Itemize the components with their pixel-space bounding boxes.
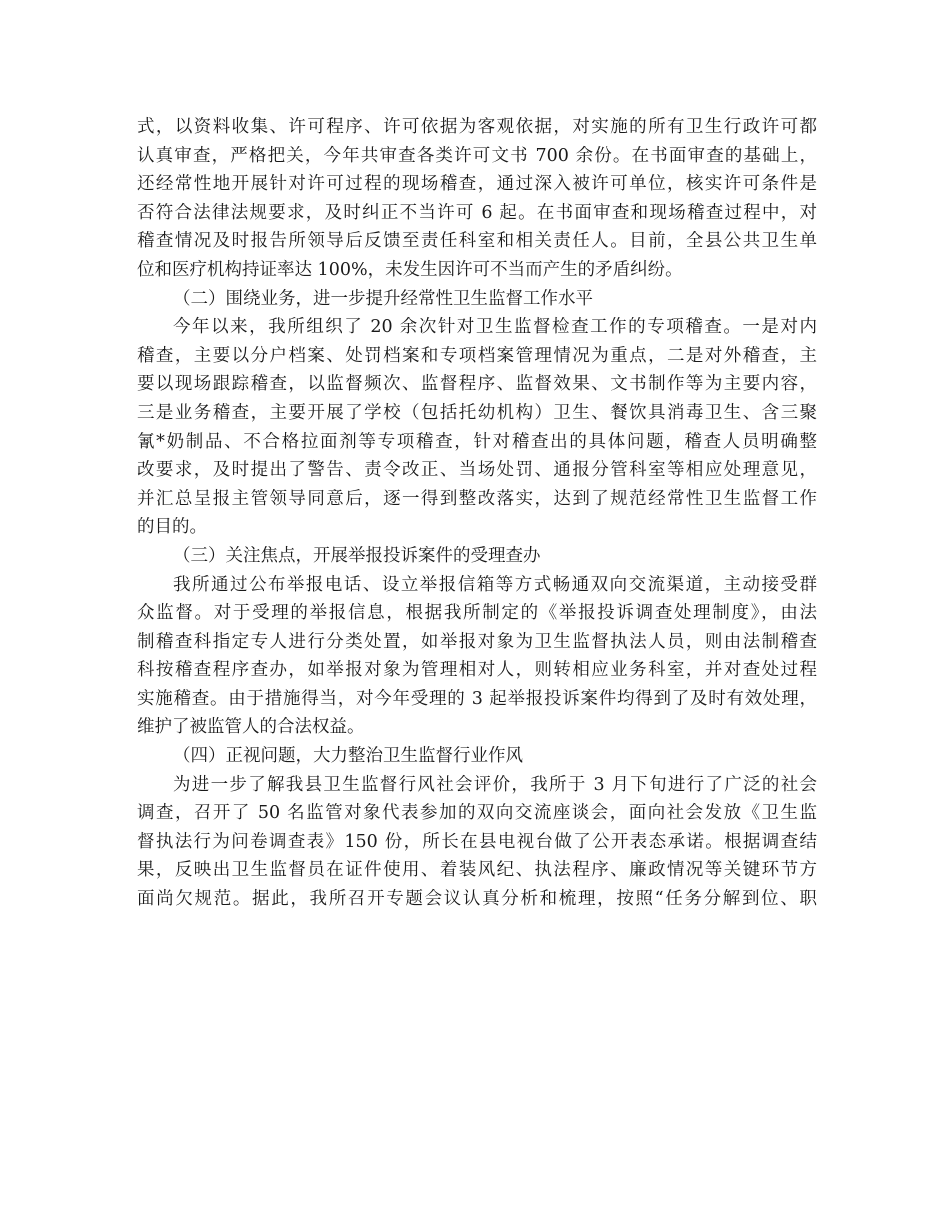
body-line-18: 众监督。对于受理的举报信息，根据我所制定的《举报投诉调查处理制度》，由法 bbox=[137, 603, 817, 624]
body-line-19: 制稽查科指定专人进行分类处置，如举报对象为卫生监督执法人员，则由法制稽查 bbox=[137, 631, 817, 652]
body-line-12: 氰*奶制品、不合格拉面剂等专项稽查，针对稽查出的具体问题，稽查人员明确整 bbox=[137, 431, 817, 452]
section-heading-3: （三）关注焦点，开展举报投诉案件的受理查办 bbox=[173, 545, 541, 566]
body-line-20: 科按稽查程序查办，如举报对象为管理相对人，则转相应业务科室，并对查处过程 bbox=[137, 660, 817, 681]
body-line-2: 认真审查，严格把关，今年共审查各类许可文书 700 余份。在书面审查的基础上， bbox=[137, 145, 817, 166]
body-line-14: 并汇总呈报主管领导同意后，逐一得到整改落实，达到了规范经常性卫生监督工作 bbox=[137, 488, 817, 509]
body-line-11: 三是业务稽查，主要开展了学校（包括托幼机构）卫生、餐饮具消毒卫生、含三聚 bbox=[137, 402, 817, 423]
body-line-3: 还经常性地开展针对许可过程的现场稽查，通过深入被许可单位，核实许可条件是 bbox=[137, 174, 817, 195]
body-line-9: 稽查，主要以分户档案、处罚档案和专项档案管理情况为重点，二是对外稽查，主 bbox=[137, 345, 817, 366]
section-heading-2: （二）围绕业务，进一步提升经常性卫生监督工作水平 bbox=[173, 288, 593, 309]
body-line-27: 果，反映出卫生监督员在证件使用、着装风纪、执法程序、廉政情况等关键环节方 bbox=[137, 860, 817, 881]
body-line-21: 实施稽查。由于措施得当，对今年受理的 3 起举报投诉案件均得到了及时有效处理， bbox=[137, 688, 817, 709]
section-heading-4: （四）正视问题，大力整治卫生监督行业作风 bbox=[173, 746, 523, 767]
body-line-1: 式，以资料收集、许可程序、许可依据为客观依据，对实施的所有卫生行政许可都 bbox=[137, 117, 817, 137]
body-line-6: 位和医疗机构持证率达 100%，未发生因许可不当而产生的矛盾纠纷。 bbox=[137, 259, 683, 280]
body-line-13: 改要求，及时提出了警告、责令改正、当场处罚、通报分管科室等相应处理意见， bbox=[137, 460, 817, 481]
body-line-28: 面尚欠规范。据此，我所召开专题会议认真分析和梳理，按照“任务分解到位、职 bbox=[137, 889, 817, 910]
body-line-10: 要以现场跟踪稽查，以监督频次、监督程序、监督效果、文书制作等为主要内容， bbox=[137, 374, 817, 395]
body-line-15: 的目的。 bbox=[137, 517, 207, 538]
body-line-8: 今年以来，我所组织了 20 余次针对卫生监督检查工作的专项稽查。一是对内 bbox=[173, 317, 817, 338]
body-line-17: 我所通过公布举报电话、设立举报信箱等方式畅通双向交流渠道，主动接受群 bbox=[173, 574, 817, 595]
body-line-22: 维护了被监管人的合法权益。 bbox=[137, 717, 365, 738]
body-line-26: 督执法行为问卷调查表》150 份，所长在县电视台做了公开表态承诺。根据调查结 bbox=[137, 831, 817, 852]
body-line-24: 为进一步了解我县卫生监督行风社会评价，我所于 3 月下旬进行了广泛的社会 bbox=[173, 774, 817, 795]
body-line-4: 否符合法律法规要求，及时纠正不当许可 6 起。在书面审查和现场稽查过程中，对 bbox=[137, 202, 817, 223]
body-line-25: 调查，召开了 50 名监管对象代表参加的双向交流座谈会，面向社会发放《卫生监 bbox=[137, 803, 817, 824]
body-line-5: 稽查情况及时报告所领导后反馈至责任科室和相关责任人。目前，全县公共卫生单 bbox=[137, 231, 817, 252]
